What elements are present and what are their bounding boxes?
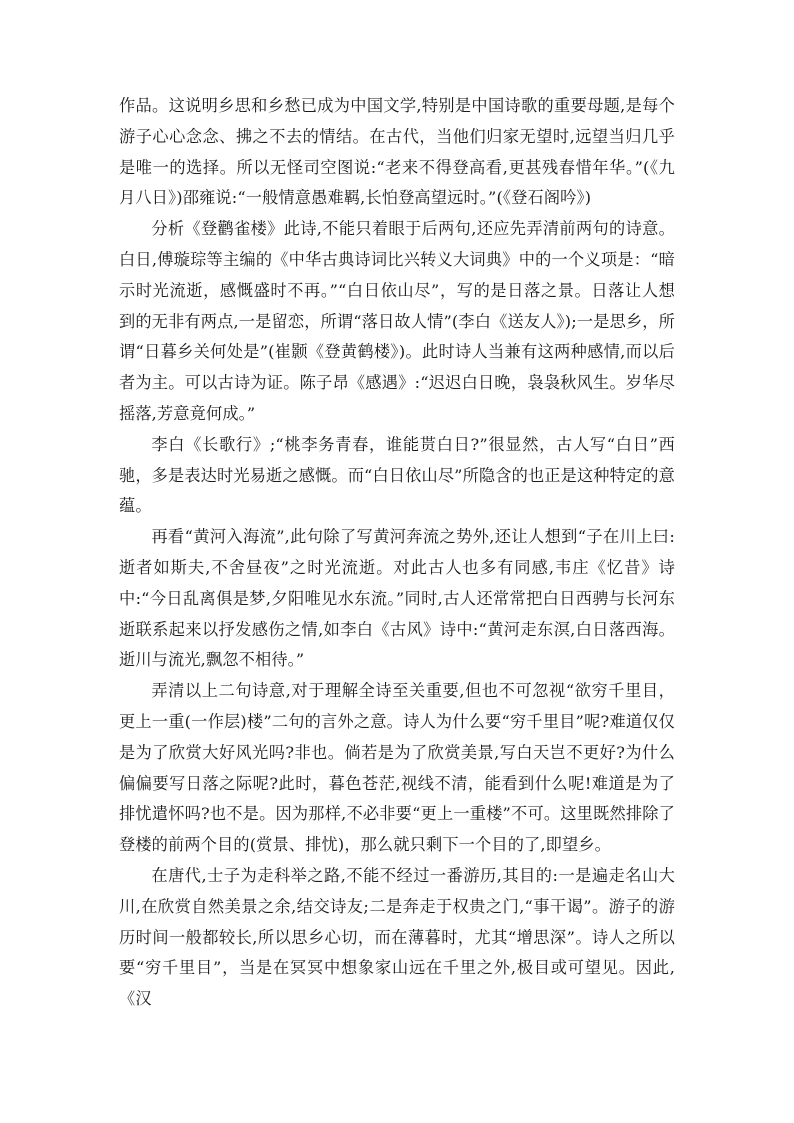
paragraph-4: 再看“黄河入海流”,此句除了写黄河奔流之势外,还让人想到“子在川上曰:逝者如斯夫,不舍昼夜”之时光流逝。对此古人也多有同感,韦庄《忆昔》诗中:“今日乱离俱是梦,夕阳唯见水东流。”同时,古人还常常把白日西骋与长河东逝联系起来以抒发感伤之情,如李白《古风》诗中:“黄河走东溟,白日落西海。逝川与流光,飘忽不相待。” bbox=[119, 527, 675, 670]
paragraph-1: 作品。这说明乡思和乡愁已成为中国文学,特别是中国诗歌的重要母题,是每个游子心心念念、拂之不去的情结。在古代，当他们归家无望时,远望当归几乎是唯一的选择。所以无怪司空图说:“老来不得登高看,更甚残春惜年华。”(《九月八日》)邵雍说:“一般情意愚难羁,长怕登高望远时。”(《登石阁吟》) bbox=[119, 96, 675, 208]
paragraph-3: 李白《长歌行》;“桃李务青春，谁能贳白日?”很显然，古人写“白日”西驰，多是表达时光易逝之感慨。而“白日依山尽”所隐含的也正是这种特定的意蕴。 bbox=[119, 434, 675, 516]
paragraph-2: 分析《登鹳雀楼》此诗,不能只着眼于后两句,还应先弄清前两句的诗意。白日,傅璇琮等主编的《中华古典诗词比兴转义大词典》中的一个义项是：“暗示时光流逝，感慨盛时不再。”“白日依山尽”，写的是日落之景。日落让人想到的无非有两点,一是留恋，所谓“落日故人情”(李白《送友人》);一是思乡，所谓“日暮乡关何处是”(崔颢《登黄鹤楼》)。此时诗人当兼有这两种感情,而以后者为主。可以古诗为证。陈子昂《感遇》:“迟迟白日晚，袅袅秋风生。岁华尽摇落,芳意竟何成。” bbox=[119, 219, 675, 423]
paragraph-6: 在唐代,士子为走科举之路,不能不经过一番游历,其目的:一是遍走名山大川,在欣赏自然美景之余,结交诗友;二是奔走于权贵之门,“事干谒”。游子的游历时间一般都较长,所以思乡心切，而在薄暮时，尤其“增思深”。诗人之所以要“穷千里目”，当是在冥冥中想象家山远在千里之外,极目或可望见。因此,《汉 bbox=[119, 865, 675, 1009]
paragraph-5: 弄清以上二句诗意,对于理解全诗至关重要,但也不可忽视“欲穷千里目，更上一重(一作层)楼”二句的言外之意。诗人为什么要“穷千里目”呢?难道仅仅是为了欣赏大好风光吗?非也。倘若是为了欣赏美景,写白天岂不更好?为什么偏偏要写日落之际呢?此时，暮色苍茫,视线不清，能看到什么呢!难道是为了排忧遣怀吗?也不是。因为那样,不必非要“更上一重楼”不可。这里既然排除了登楼的前两个目的(赏景、排忧)，那么就只剩下一个目的了,即望乡。 bbox=[119, 681, 675, 855]
document-page bbox=[119, 91, 675, 1015]
